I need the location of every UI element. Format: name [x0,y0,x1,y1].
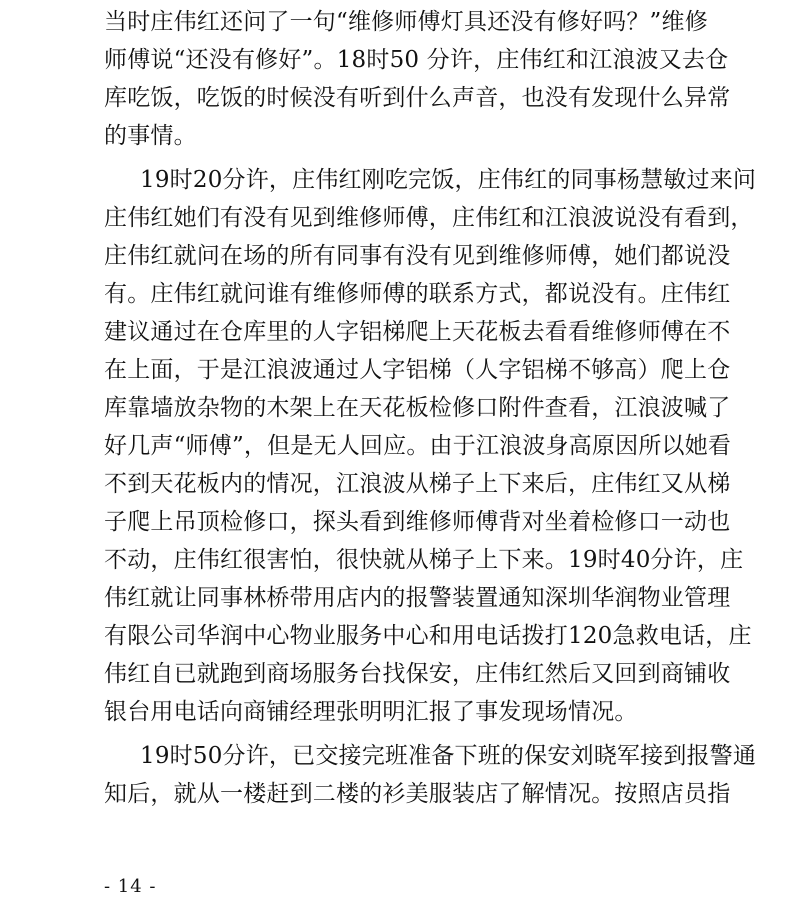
paragraph-first-line: 19时50分许，已交接完班准备下班的保安刘晓军接到报警通 [140,743,757,769]
text-line: 有。庄伟红就问谁有维修师傅的联系方式，都说没有。庄伟红 [104,281,731,307]
text-line: 伟红就让同事林桥带用店内的报警装置通知深圳华润物业管理 [104,585,731,611]
text-line: 不动，庄伟红很害怕，很快就从梯子上下来。19时40分许，庄 [104,547,744,573]
text-line: 在上面，于是江浪波通过人字铝梯（人字铝梯不够高）爬上仓 [104,357,731,383]
paragraph-first-line: 19时20分许，庄伟红刚吃完饭，庄伟红的同事杨慧敏过来问 [140,167,757,193]
text-line: 银台用电话向商铺经理张明明汇报了事发现场情况。 [104,699,638,725]
text-line: 子爬上吊顶检修口，探头看到维修师傅背对坐着检修口一动也 [104,509,731,535]
page-number: - 14 - [104,876,157,897]
text-line: 库靠墙放杂物的木架上在天花板检修口附件查看，江浪波喊了 [104,395,731,421]
text-line: 当时庄伟红还问了一句“维修师傅灯具还没有修好吗？”维修 [104,9,708,35]
text-line: 好几声“师傅”，但是无人回应。由于江浪波身高原因所以她看 [104,433,732,459]
text-line: 师傅说“还没有修好”。18时50 分许，庄伟红和江浪波又去仓 [104,47,729,73]
text-line: 伟红自已就跑到商场服务台找保安，庄伟红然后又回到商铺收 [104,661,731,687]
text-line: 不到天花板内的情况，江浪波从梯子上下来后，庄伟红又从梯 [104,471,731,497]
text-line: 有限公司华润中心物业服务中心和用电话拨打120急救电话，庄 [104,623,752,649]
text-line: 建议通过在仓库里的人字铝梯爬上天花板去看看维修师傅在不 [104,319,731,345]
text-line: 庄伟红她们有没有见到维修师傅，庄伟红和江浪波说没有看到， [104,205,754,231]
text-line: 知后，就从一楼赶到二楼的衫美服装店了解情况。按照店员指 [104,781,731,807]
text-line: 的事情。 [104,123,197,149]
text-line: 库吃饭，吃饭的时候没有听到什么声音，也没有发现什么异常 [104,85,731,111]
text-line: 庄伟红就问在场的所有同事有没有见到维修师傅，她们都说没 [104,243,731,269]
